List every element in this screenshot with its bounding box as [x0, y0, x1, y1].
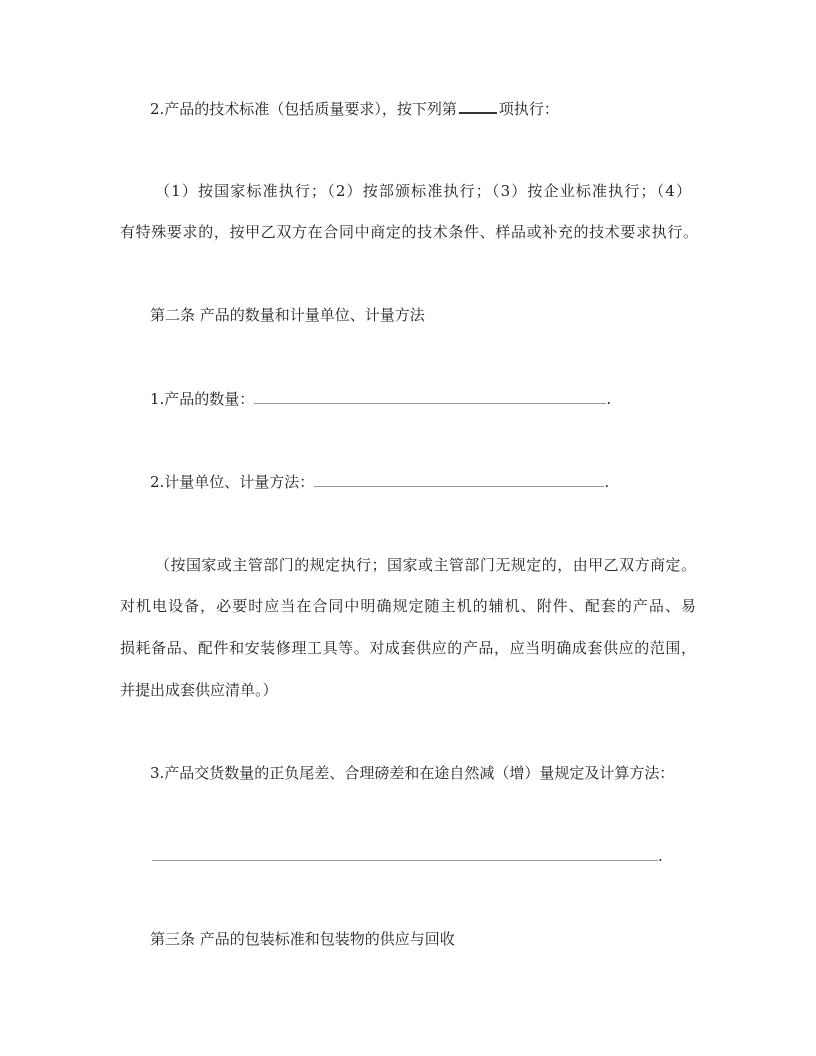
standards-line-1: （1）按国家标准执行；（2）按部颁标准执行；（3）按企业标准执行；（4） [155, 182, 691, 200]
tolerance-blank[interactable] [152, 846, 658, 861]
tolerance-end: . [658, 847, 663, 865]
tech-standard-text-after: 项执行： [498, 100, 559, 118]
tech-standard-text-before: 2.产品的技术标准（包括质量要求），按下列第 [150, 100, 457, 118]
tolerance-answer-line [152, 846, 663, 866]
note-line-3: 损耗备品、配件和安装修理工具等。对成套供应的产品，应当明确成套供应的范围， [120, 639, 696, 657]
note-line-4: 并提出成套供应清单。） [120, 681, 278, 699]
standards-line-2: 有特殊要求的，按甲乙双方在合同中商定的技术条件、样品或补充的技术要求执行。 [120, 223, 698, 241]
unit-method-end: . [604, 473, 610, 491]
note-line-1: （按国家或主管部门的规定执行；国家或主管部门无规定的，由甲乙双方商定。 [155, 556, 696, 574]
article-2-heading: 第二条 产品的数量和计量单位、计量方法 [150, 306, 425, 324]
quantity-label: 1.产品的数量： [150, 390, 255, 408]
unit-method-label: 2.计量单位、计量方法： [150, 473, 315, 491]
note-line-2: 对机电设备，必要时应当在合同中明确规定随主机的辅机、附件、配套的产品、易 [120, 597, 696, 615]
choice-blank[interactable] [459, 98, 497, 114]
unit-method-item [150, 472, 609, 492]
quantity-blank[interactable] [254, 389, 606, 404]
tech-standard-item [150, 98, 559, 119]
quantity-end: . [606, 390, 612, 408]
unit-method-blank[interactable] [314, 472, 604, 487]
quantity-item [150, 389, 611, 409]
article-3-heading: 第三条 产品的包装标准和包装物的供应与回收 [150, 930, 455, 948]
tolerance-item-label: 3.产品交货数量的正负尾差、合理磅差和在途自然减（增）量规定及计算方法： [150, 764, 675, 782]
